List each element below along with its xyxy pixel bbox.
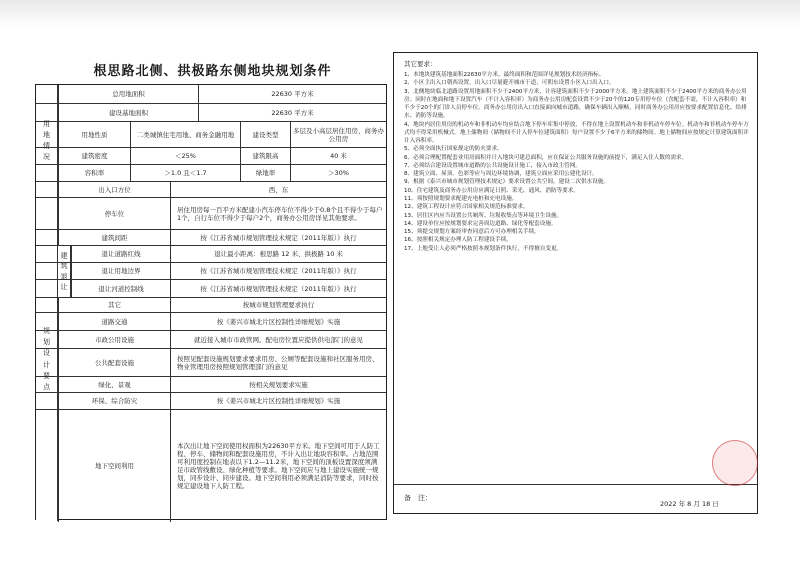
page-title: 根思路北侧、拱极路东侧地块规划条件	[93, 64, 332, 79]
build-type-value: 多层及小高层居住用房、商务办公用房	[290, 122, 386, 148]
road-label: 道路交通	[58, 313, 170, 331]
spacing-value: 按《江苏省城市规划管理技术规定（2011年版）》执行	[170, 230, 386, 246]
landscape-label: 绿化、景观	[58, 377, 170, 393]
row-red-line	[36, 245, 386, 263]
river-label: 退让河道控制线	[71, 280, 170, 298]
env-value: 按《姜兴市城北片区控制性详细规划》实施	[170, 393, 386, 410]
build-type-label: 建设类型	[240, 122, 290, 148]
row-utility	[36, 330, 386, 349]
row-parking	[36, 197, 386, 230]
requirement-item: 11、须按照规划要求配建充电桩和充电设施。	[404, 195, 518, 202]
access-value: 西、东	[170, 182, 386, 198]
utility-value: 就近接入城市市政管网。配电房位置应提供供电部门的意见	[170, 331, 386, 349]
section-label-planning-points: 规 划 设 计 要 点	[36, 197, 58, 521]
section-label-land-status: 用 地 情 况	[36, 85, 58, 197]
access-label: 出入口方位	[58, 182, 170, 198]
row-road	[36, 312, 386, 331]
requirement-item: 12、建筑工程设计应符合国家相关规范标准要求。	[404, 204, 529, 211]
height-label: 建筑限高	[240, 148, 290, 165]
red-line-label: 退让道路红线	[71, 246, 170, 263]
row-total-area	[36, 85, 386, 103]
requirement-item: 16、按照相关规定办理人防工程建设手续。	[404, 237, 512, 244]
issue-date: 2022 年 8 月 18 日	[660, 500, 719, 508]
total-area-label: 总用地面积	[58, 85, 198, 103]
row-other	[36, 297, 386, 313]
planning-conditions-table	[35, 84, 387, 520]
green-value: ＞30%	[290, 165, 386, 182]
other-value: 按城市规划管理要求执行	[170, 298, 386, 313]
requirement-item: 13、居住区内应当设置公共厕所、垃圾收集点等环境卫生设施。	[404, 212, 563, 219]
row-far	[36, 164, 386, 182]
requirement-item: 7、必须结合建设设置城市道路的公共设施设计施工，接入市政主管网。	[404, 162, 581, 169]
row-river	[36, 279, 386, 298]
row-land-use	[36, 121, 386, 148]
row-public	[36, 348, 386, 377]
row-env	[36, 392, 386, 410]
row-underground	[36, 409, 386, 522]
scan-shadow	[0, 0, 800, 28]
row-density	[36, 147, 386, 165]
land-use-value: 二类城镇住宅用地、商务金融用地	[130, 122, 240, 148]
density-label: 建筑密度	[58, 148, 130, 165]
requirement-item: 1、本地块建筑基地面积22630平方米，最终面积和范围详见规划技术经济指标。	[404, 72, 605, 78]
requirement-item: 9、根据《泰兴市城市规划管理技术规定》要求设置公共空间，建设二次供水设施。	[404, 179, 609, 186]
requirement-item: 6、必须合理配置配套业用房面积并计入地块可建总面积，应在保证公共服务设施的前提下，满足入住人数的需求。	[404, 154, 688, 161]
public-label: 公共配套设施	[58, 349, 170, 377]
other-requirements-header: 其它要求：	[404, 60, 437, 68]
boundary-label: 退让用地边界	[71, 263, 170, 280]
row-boundary	[36, 262, 386, 280]
requirement-item: 3、北侧地块临北道路设置用地面积不少于2400平方米，计容建筑面积不少于2000平方米。地上建筑面积不少于2400平方米的商务办公用房；同时在地面和地下设置汽车（不计入容积率）为商务办公用房配套设置不少于20个的120专用停车位（含配套不需，不计入容积率）和不少于20个的门诊人员停车位。商务办公用房出入口直接面向城市道路，确保车辆出入顺畅，同时商务办公用房应按要求配置信息化、给排水、消防等设施。	[404, 88, 747, 120]
public-value: 按照见配套设施规划要求要求用房、公厕等配套设施和社区服务用房、物业管理用房按照规划管理部门的意见	[170, 349, 386, 377]
landscape-value: 按相关规划要求实施	[170, 377, 386, 393]
other-label: 其它	[58, 298, 170, 313]
spacing-label: 建筑间距	[58, 230, 170, 246]
boundary-value: 按《江苏省城市规划管理技术规定（2011年版）》执行	[170, 263, 386, 280]
land-use-label: 用地性质	[58, 122, 130, 148]
requirements-list	[404, 71, 749, 253]
river-value: 按《江苏省城市规划管理技术规定（2011年版）》执行	[170, 280, 386, 298]
road-value: 按《姜兴市城北片区控制性详细规划》实施	[170, 313, 386, 331]
env-label: 环保、综合防灾	[58, 393, 170, 410]
height-value: 40 米	[290, 148, 386, 165]
parking-label: 停车位	[58, 198, 170, 230]
remarks-label: 备 注：	[404, 494, 432, 502]
section-label-setback: 建 筑 退 让	[58, 245, 71, 297]
requirement-item: 2、小区主出入口朝西设置，出入口尽量避开城市干道，可朝东设置小区入口出入口。	[404, 80, 615, 87]
requirement-item: 8、建筑立面、屋顶、色彩等应与周边环境协调，建筑立面应采用公建化设计。	[404, 171, 598, 178]
far-label: 容积率	[58, 165, 130, 182]
total-area-value: 22630 平方米	[198, 85, 386, 103]
other-requirements-panel	[393, 52, 758, 514]
build-area-label: 建设基地面积	[58, 104, 198, 122]
density-value: ＜25%	[130, 148, 240, 165]
underground-value: 本次出让地下空间使用权面积为22630平方米。地下空间可用于人防工程、停车、储物间和配套设施用房，不计入出让地块容积率。占地范围可利用度控制在地表以下1.2—11.2米，地下空间的顶板设置深度须满足市政管线敷设、绿化种植等要求。地下空间应与地上建设实施统一规划，同步设计、同步建设。地下空间利用必须满足消防等要求，同时按规定建设地下人防工程。	[170, 410, 386, 522]
far-value: ＞1.0 且＜1.7	[130, 165, 240, 182]
requirement-item: 4、地块内居住用房的机动车和非机动车均应结合地下停车库集中停放，不得在地上设置机动车和非机动车停车位。机动车和非机动车停车方式均不得采用机械式。地上储物间（储物间不计入停车位建筑面积）每户设置不少于6平方米的储物间。地上储物间应按规定计算建筑面积并计入容积率。	[404, 121, 749, 145]
row-landscape	[36, 376, 386, 393]
requirement-item: 5、必须全面执行国家规定的防火要求。	[404, 146, 503, 153]
underground-label: 地下空间利用	[58, 410, 170, 522]
red-line-value: 退让最小距离：根思路 12 米、拱极路 10 米	[170, 246, 386, 263]
requirement-item: 17、上地受让人必须严格按照本规划条件执行，不得擅自变更。	[404, 245, 563, 252]
parking-value: 居住用房每一百平方米配建小汽车停车位不得少于0.8个且不得少于每户1个，自行车位不得少于每户2个，商务办公用房详见其他要求。	[170, 198, 386, 230]
row-spacing	[36, 229, 386, 246]
requirement-item: 14、建设单位应按规划要求完善周边道路、绿化等配套设施。	[404, 220, 557, 227]
utility-label: 市政公用设施	[58, 331, 170, 349]
build-area-value: 22630 平方米	[198, 104, 386, 122]
green-label: 绿地率	[240, 165, 290, 182]
requirement-item: 15、须提交规划方案经审查同意后方可办理相关手续。	[404, 229, 540, 236]
official-seal	[712, 440, 758, 486]
row-build-area	[36, 103, 386, 122]
row-access	[36, 181, 386, 198]
requirement-item: 10、住宅建筑及商务办公用房应满足日照、采光、通风、消防等要求。	[404, 187, 579, 194]
